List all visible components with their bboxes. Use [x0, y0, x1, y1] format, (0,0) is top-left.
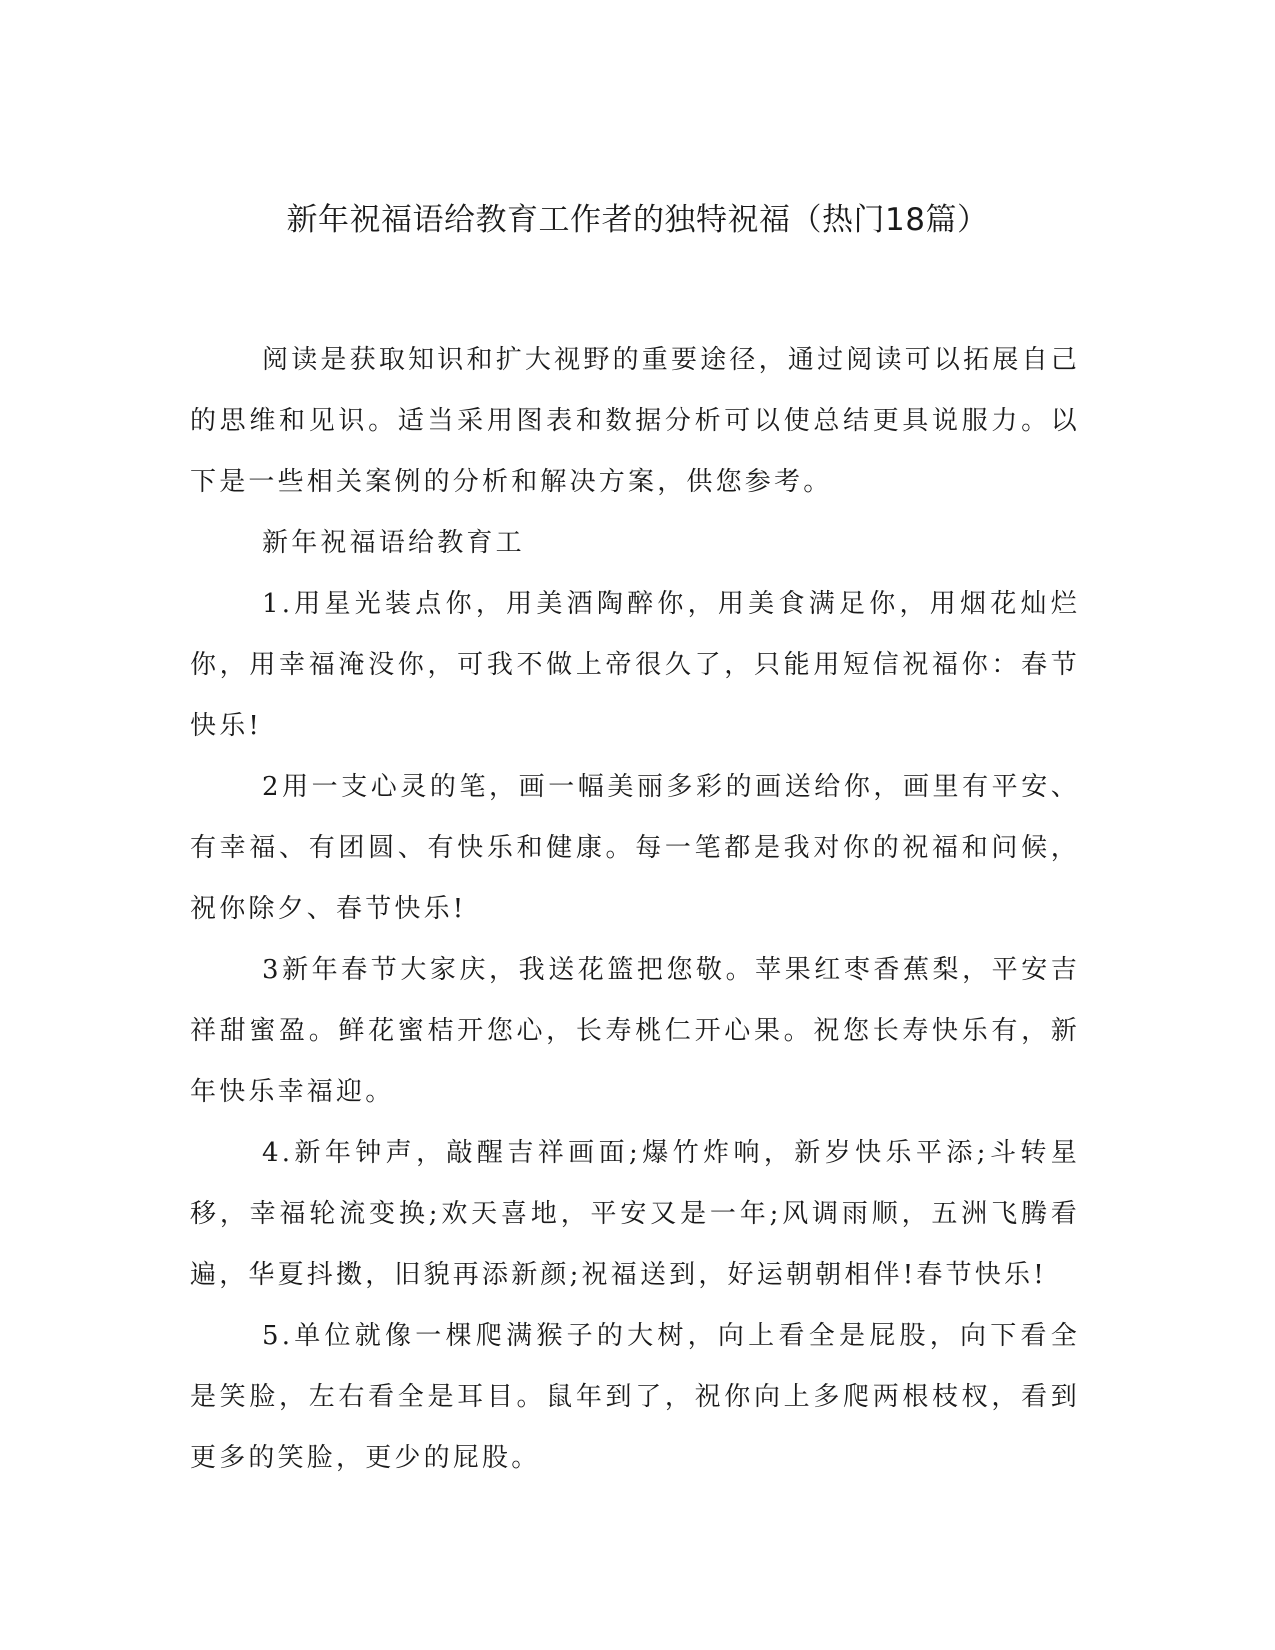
greeting-paragraph-2: 2用一支心灵的笔，画一幅美丽多彩的画送给你，画里有平安、有幸福、有团圆、有快乐和健康。每一笔都是我对你的祝福和问候，祝你除夕、春节快乐! [190, 772, 1080, 924]
document-body [190, 330, 1080, 1489]
intro-paragraph: 阅读是获取知识和扩大视野的重要途径，通过阅读可以拓展自己的思维和见识。适当采用图表和数据分析可以使总结更具说服力。以下是一些相关案例的分析和解决方案，供您参考。 [190, 345, 1080, 497]
greeting-paragraph-3: 3新年春节大家庆，我送花篮把您敬。苹果红枣香蕉梨，平安吉祥甜蜜盈。鲜花蜜桔开您心，长寿桃仁开心果。祝您长寿快乐有，新年快乐幸福迎。 [190, 955, 1080, 1107]
greeting-paragraph-1: 1.用星光装点你，用美酒陶醉你，用美食满足你，用烟花灿烂你，用幸福淹没你，可我不做上帝很久了，只能用短信祝福你：春节快乐! [190, 589, 1080, 741]
greeting-paragraph-5: 5.单位就像一棵爬满猴子的大树，向上看全是屁股，向下看全是笑脸，左右看全是耳目。鼠年到了，祝你向上多爬两根枝杈，看到更多的笑脸，更少的屁股。 [190, 1321, 1080, 1473]
section-heading: 新年祝福语给教育工 [262, 528, 525, 558]
document-title: 新年祝福语给教育工作者的独特祝福（热门18篇） [286, 202, 989, 238]
greeting-paragraph-4: 4.新年钟声，敲醒吉祥画面;爆竹炸响，新岁快乐平添;斗转星移，幸福轮流变换;欢天喜地，平安又是一年;风调雨顺，五洲飞腾看遍，华夏抖擞，旧貌再添新颜;祝福送到，好运朝朝相伴!春节快乐! [190, 1138, 1080, 1290]
